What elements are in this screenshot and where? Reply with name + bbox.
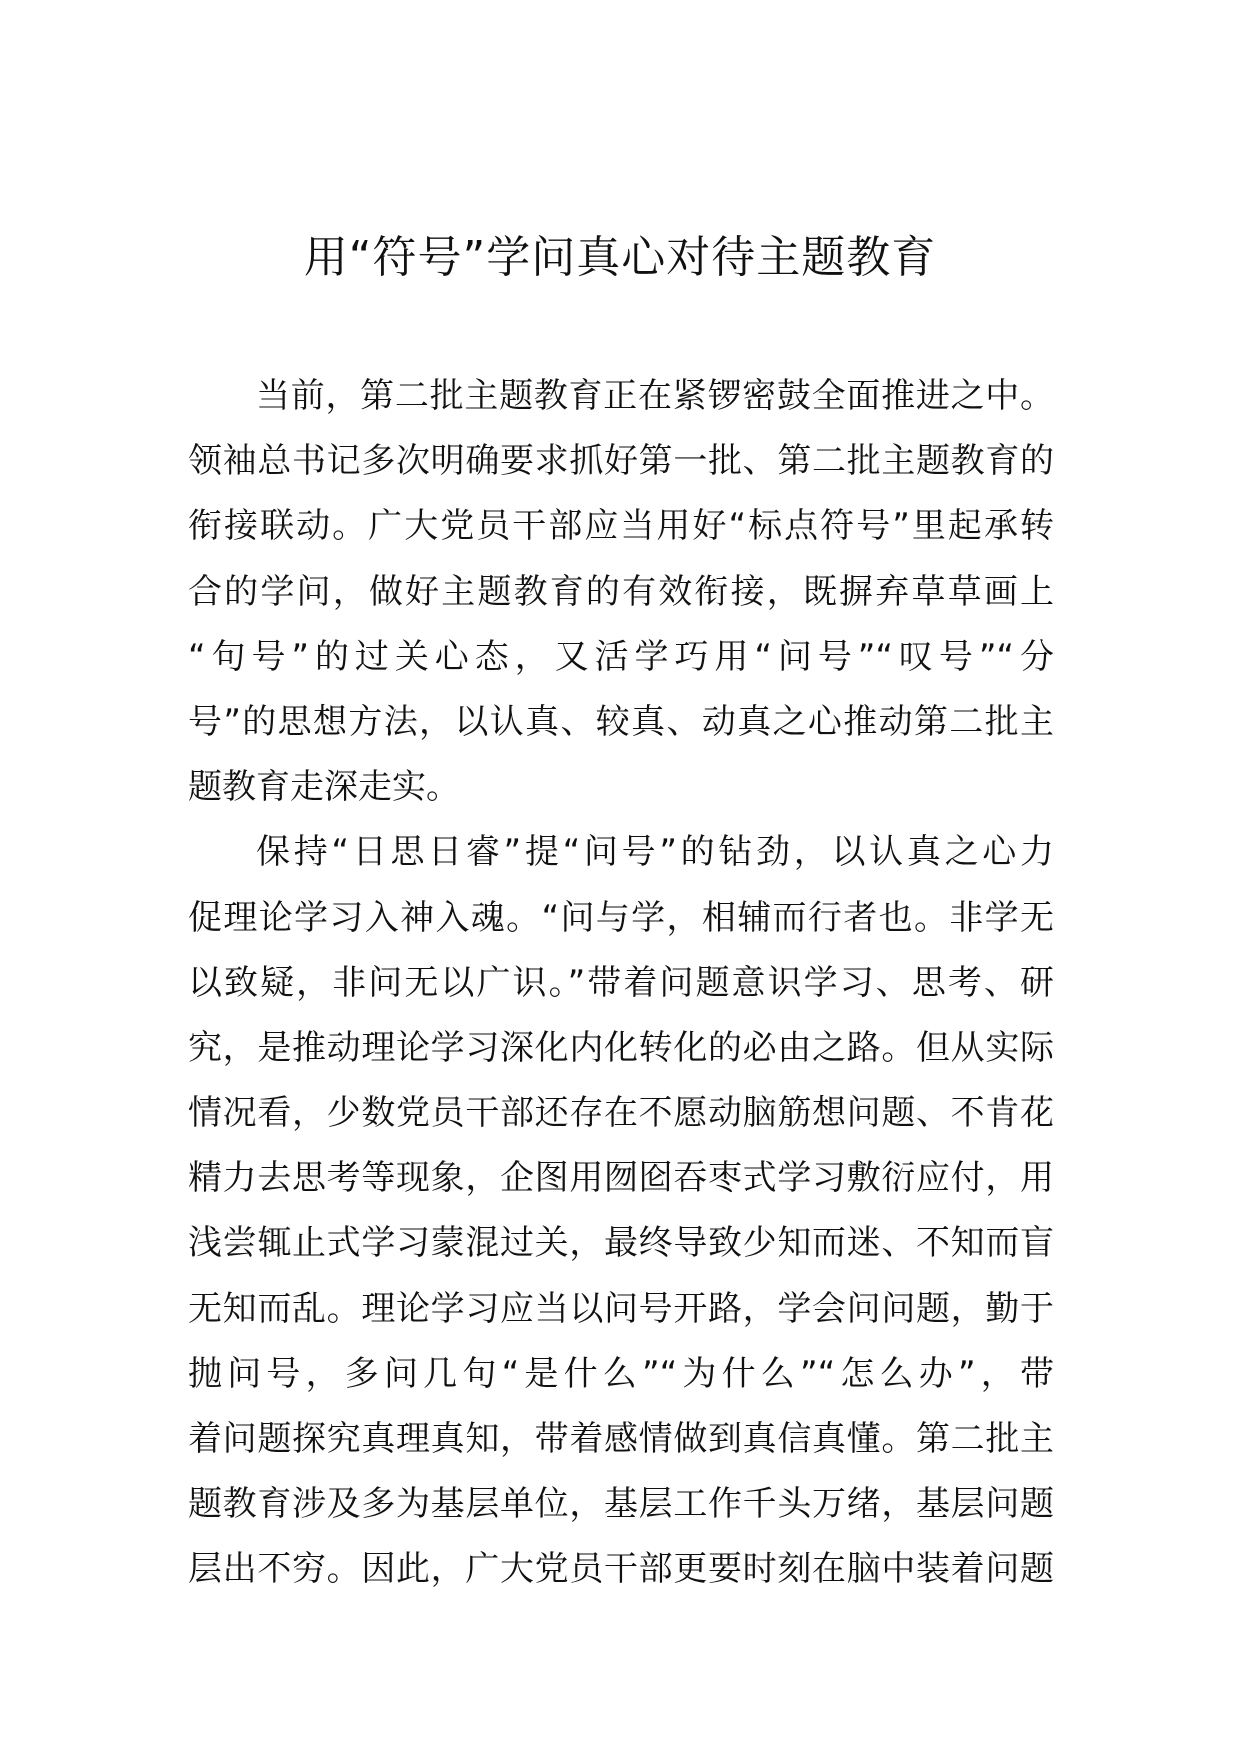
paragraph-line: 保持“日思日睿”提“问号”的钻劲，以认真之心力	[256, 832, 1054, 873]
paragraph-line: 衔接联动。广大党员干部应当用好“标点符号”里起承转	[188, 506, 1054, 547]
paragraph-1	[188, 364, 1054, 820]
paragraph-line: “句号”的过关心态，又活学巧用“问号”“叹号”“分	[188, 636, 1054, 677]
paragraph-2	[188, 820, 1054, 1602]
document-body	[188, 364, 1054, 1603]
paragraph-line: 领袖总书记多次明确要求抓好第一批、第二批主题教育的	[188, 441, 1054, 482]
paragraph-line: 合的学问，做好主题教育的有效衔接，既摒弃草草画上	[188, 571, 1054, 612]
paragraph-line: 情况看，少数党员干部还存在不愿动脑筋想问题、不肯花	[188, 1093, 1054, 1134]
paragraph-line: 浅尝辄止式学习蒙混过关，最终导致少知而迷、不知而盲	[188, 1223, 1054, 1264]
paragraph-line: 无知而乱。理论学习应当以问号开路，学会问问题，勤于	[188, 1288, 1054, 1329]
paragraph-line: 题教育走深走实。	[188, 767, 460, 808]
paragraph-line: 抛问号，多问几句“是什么”“为什么”“怎么办”，带	[188, 1353, 1054, 1394]
document-title: 用“符号”学问真心对待主题教育	[303, 232, 937, 283]
paragraph-line: 层出不穷。因此，广大党员干部更要时刻在脑中装着问题	[188, 1549, 1054, 1590]
paragraph-line: 着问题探究真理真知，带着感情做到真信真懂。第二批主	[188, 1419, 1054, 1459]
paragraph-line: 以致疑，非问无以广识。”带着问题意识学习、思考、研	[188, 962, 1054, 1003]
paragraph-line: 题教育涉及多为基层单位，基层工作千头万绪，基层问题	[188, 1484, 1054, 1525]
paragraph-line: 号”的思想方法，以认真、较真、动真之心推动第二批主	[188, 701, 1054, 742]
paragraph-line: 精力去思考等现象，企图用囫囵吞枣式学习敷衍应付，用	[188, 1158, 1054, 1199]
paragraph-line: 究，是推动理论学习深化内化转化的必由之路。但从实际	[188, 1027, 1054, 1068]
paragraph-line: 当前，第二批主题教育正在紧锣密鼓全面推进之中。	[256, 376, 1054, 416]
paragraph-line: 促理论学习入神入魂。“问与学，相辅而行者也。非学无	[188, 897, 1054, 938]
